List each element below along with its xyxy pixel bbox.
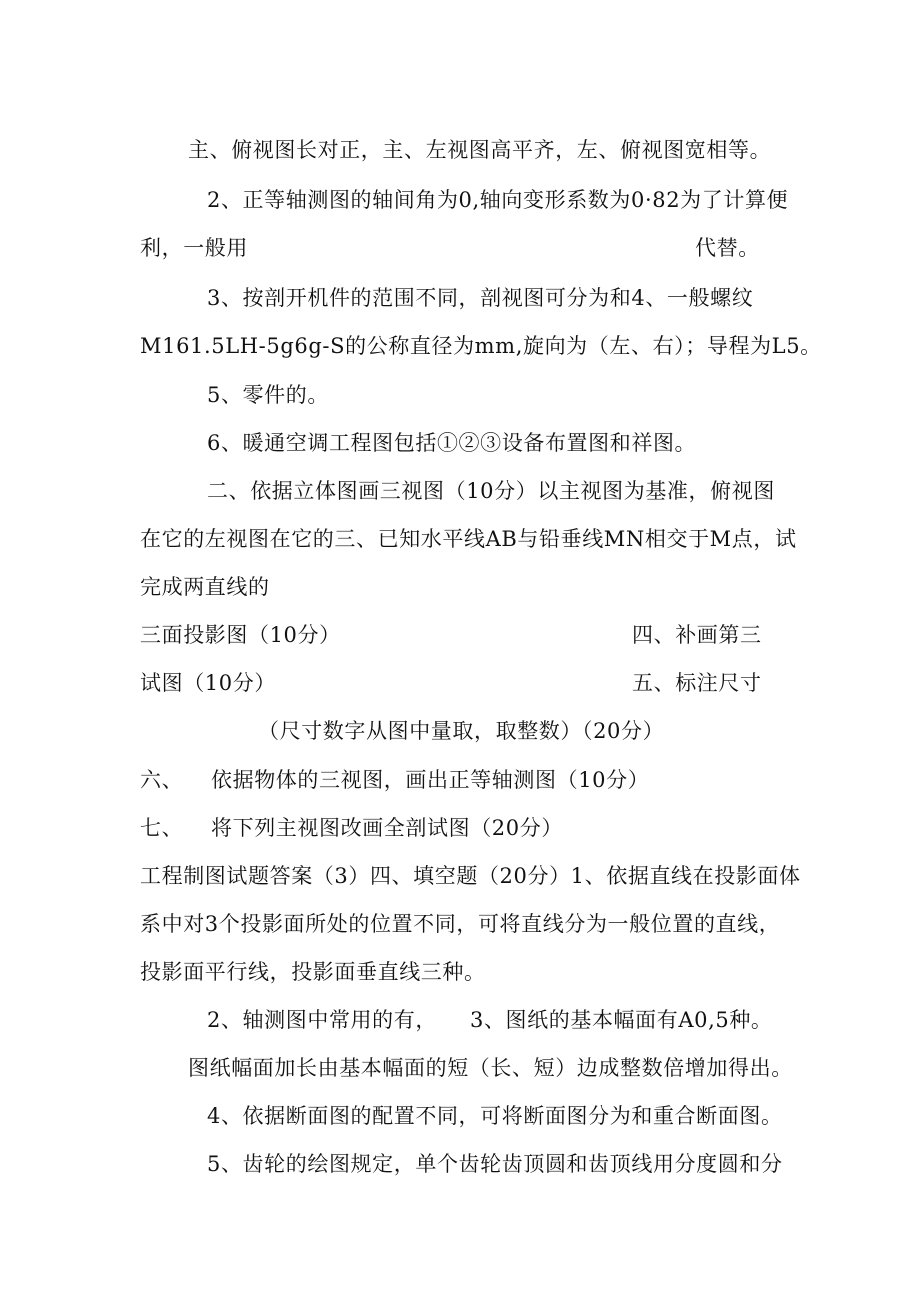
text-line: 5、零件的。	[207, 383, 329, 407]
text-line: 在它的左视图在它的三、已知水平线AB与铅垂线MN相交于M点，试	[140, 527, 797, 551]
text-line: 七、	[140, 816, 184, 840]
text-line: 依据物体的三视图，画出正等轴测图（10分）	[211, 768, 650, 792]
text-line: 图纸幅面加长由基本幅面的短（长、短）边成整数倍增加得出。	[188, 1056, 793, 1080]
text-line: 2、正等轴测图的轴间角为0,轴向变形系数为0·82为了计算便	[207, 188, 789, 212]
text-line: 主、俯视图长对正，主、左视图高平齐，左、俯视图宽相等。	[188, 138, 772, 162]
text-line: 工程制图试题答案（3）四、填空题（20分）1、依据直线在投影面体	[140, 864, 801, 888]
text-line: 代替。	[695, 236, 760, 260]
text-line: 完成两直线的	[140, 575, 270, 599]
text-line: 投影面平行线，投影面垂直线三种。	[140, 960, 486, 984]
text-line: 系中对3个投影面所处的位置不同，可将直线分为一般位置的直线，	[140, 912, 781, 936]
text-line: 4、依据断面图的配置不同，可将断面图分为和重合断面图。	[207, 1104, 783, 1128]
text-line: （尺寸数字从图中量取，取整数）（20分）	[258, 719, 665, 743]
text-line: M161.5LH-5g6g-S的公称直径为mm,旋向为（左、右）；导程为L5。	[140, 334, 822, 358]
text-line: 将下列主视图改画全剖试图（20分）	[211, 816, 563, 840]
text-line: 二、依据立体图画三视图（10分）以主视图为基准，俯视图	[207, 479, 775, 503]
text-line: 六、	[140, 768, 184, 792]
text-line: 五、标注尺寸	[632, 671, 762, 695]
text-line: 利，一般用	[140, 236, 248, 260]
text-line: 试图（10分）	[140, 671, 276, 695]
text-line: 3、图纸的基本幅面有A0,5种。	[470, 1008, 773, 1032]
text-line: 2、轴测图中常用的有，	[207, 1008, 437, 1032]
text-line: 6、暖通空调工程图包括①②③设备布置图和祥图。	[207, 431, 697, 455]
text-line: 3、按剖开机件的范围不同，剖视图可分为和4、一般螺纹	[207, 286, 754, 310]
text-line: 四、补画第三	[632, 623, 762, 647]
text-line: 5、齿轮的绘图规定，单个齿轮齿顶圆和齿顶线用分度圆和分	[207, 1152, 783, 1176]
text-line: 三面投影图（10分）	[140, 623, 341, 647]
